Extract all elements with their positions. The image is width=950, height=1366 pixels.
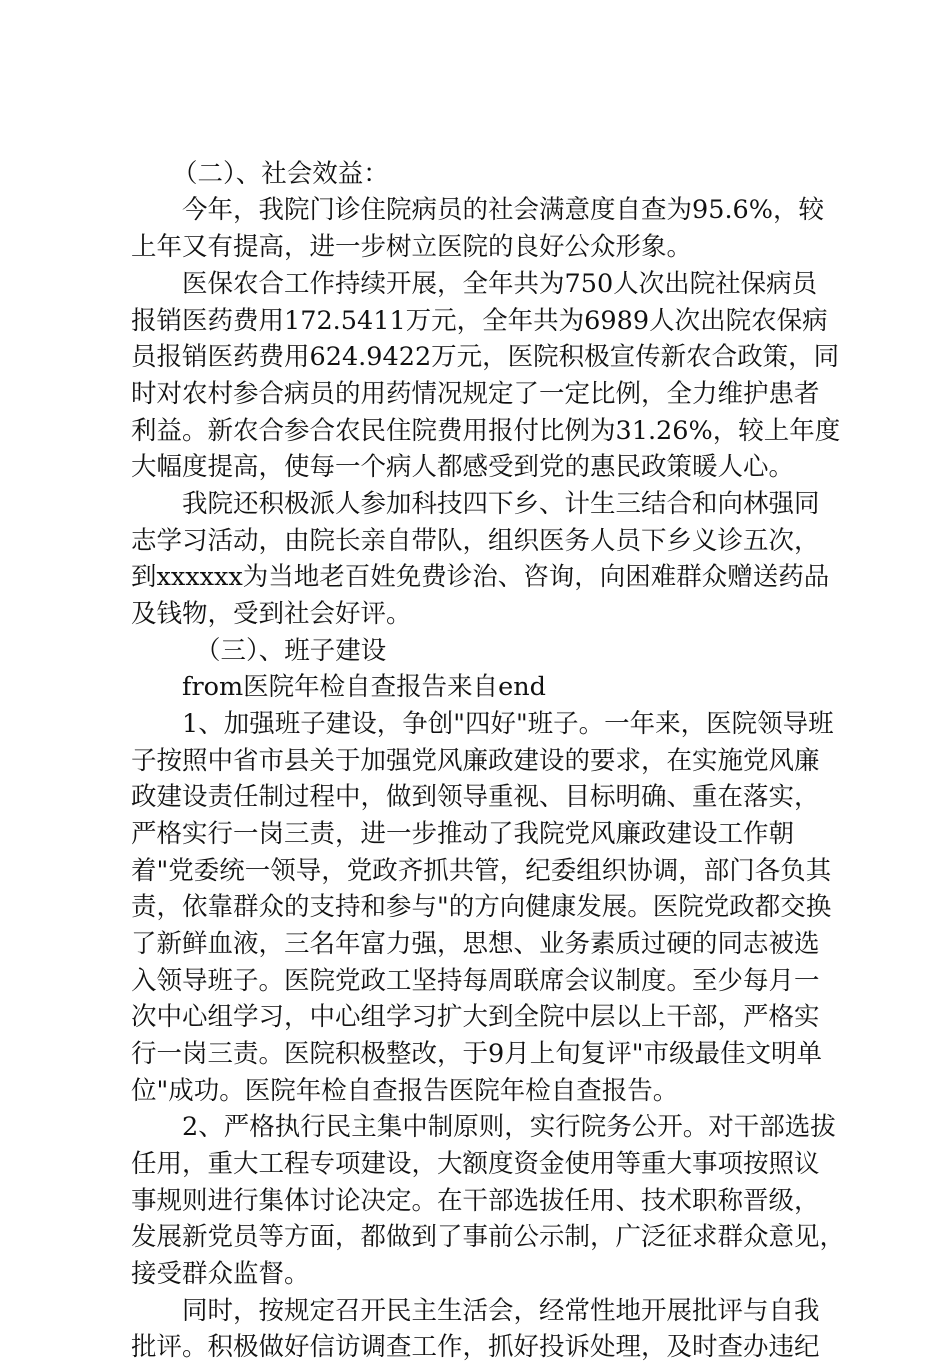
text-line: 政建设责任制过程中，做到领导重视、目标明确、重在落实， bbox=[131, 782, 820, 812]
text-line: 大幅度提高，使每一个病人都感受到党的惠民政策暖人心。 bbox=[131, 452, 795, 482]
text-line: 上年又有提高，进一步树立医院的良好公众形象。 bbox=[131, 232, 693, 262]
text-line: 今年，我院门诊住院病员的社会满意度自查为95.6%，较 bbox=[182, 195, 825, 225]
section-heading: （三）、班子建设 bbox=[195, 636, 387, 666]
text-line: 了新鲜血液，三名年富力强，思想、业务素质过硬的同志被选 bbox=[131, 929, 820, 959]
text-line: 批评。积极做好信访调查工作，抓好投诉处理，及时查办违纪 bbox=[131, 1332, 820, 1362]
text-line: 利益。新农合参合农民住院费用报付比例为31.26%，较上年度 bbox=[131, 416, 841, 446]
text-line: 任用，重大工程专项建设，大额度资金使用等重大事项按照议 bbox=[131, 1149, 820, 1179]
text-line: from医院年检自查报告来自end bbox=[182, 672, 546, 702]
text-line: 子按照中省市县关于加强党风廉政建设的要求，在实施党风廉 bbox=[131, 746, 820, 776]
text-line: 员报销医药费用624.9422万元，医院积极宣传新农合政策，同 bbox=[131, 342, 840, 372]
text-line: 严格实行一岗三责，进一步推动了我院党风廉政建设工作朝 bbox=[131, 819, 795, 849]
text-line: 责，依靠群众的支持和参与"的方向健康发展。医院党政都交换 bbox=[131, 892, 832, 922]
text-line: 时对农村参合病员的用药情况规定了一定比例，全力维护患者 bbox=[131, 379, 820, 409]
text-line: 医保农合工作持续开展，全年共为750人次出院社保病员 bbox=[182, 269, 818, 299]
text-line: 我院还积极派人参加科技四下乡、计生三结合和向林强同 bbox=[182, 489, 820, 519]
text-line: 行一岗三责。医院积极整改，于9月上旬复评"市级最佳文明单 bbox=[131, 1039, 822, 1069]
text-line: 同时，按规定召开民主生活会，经常性地开展批评与自我 bbox=[182, 1296, 820, 1326]
text-line: 事规则进行集体讨论决定。在干部选拔任用、技术职称晋级， bbox=[131, 1186, 820, 1216]
text-line: 志学习活动，由院长亲自带队，组织医务人员下乡义诊五次， bbox=[131, 526, 820, 556]
text-line: 入领导班子。医院党政工坚持每周联席会议制度。至少每月一 bbox=[131, 966, 820, 996]
text-line: 发展新党员等方面，都做到了事前公示制，广泛征求群众意见， bbox=[131, 1222, 846, 1252]
text-line: 报销医药费用172.5411万元，全年共为6989人次出院农保病 bbox=[131, 306, 828, 336]
text-line: 次中心组学习，中心组学习扩大到全院中层以上干部，严格实 bbox=[131, 1002, 820, 1032]
text-line: 位"成功。医院年检自查报告医院年检自查报告。 bbox=[131, 1076, 679, 1106]
text-line: 1、加强班子建设，争创"四好"班子。一年来，医院领导班 bbox=[182, 709, 834, 739]
text-line: 及钱物，受到社会好评。 bbox=[131, 599, 412, 629]
text-line: 2、严格执行民主集中制原则，实行院务公开。对干部选拔 bbox=[182, 1112, 836, 1142]
text-line: 到xxxxxx为当地老百姓免费诊治、咨询，向困难群众赠送药品 bbox=[131, 562, 830, 592]
text-line: 着"党委统一领导，党政齐抓共管，纪委组织协调，部门各负其 bbox=[131, 856, 832, 886]
text-line: 接受群众监督。 bbox=[131, 1259, 310, 1289]
text-line: （二）、社会效益： bbox=[172, 159, 389, 189]
